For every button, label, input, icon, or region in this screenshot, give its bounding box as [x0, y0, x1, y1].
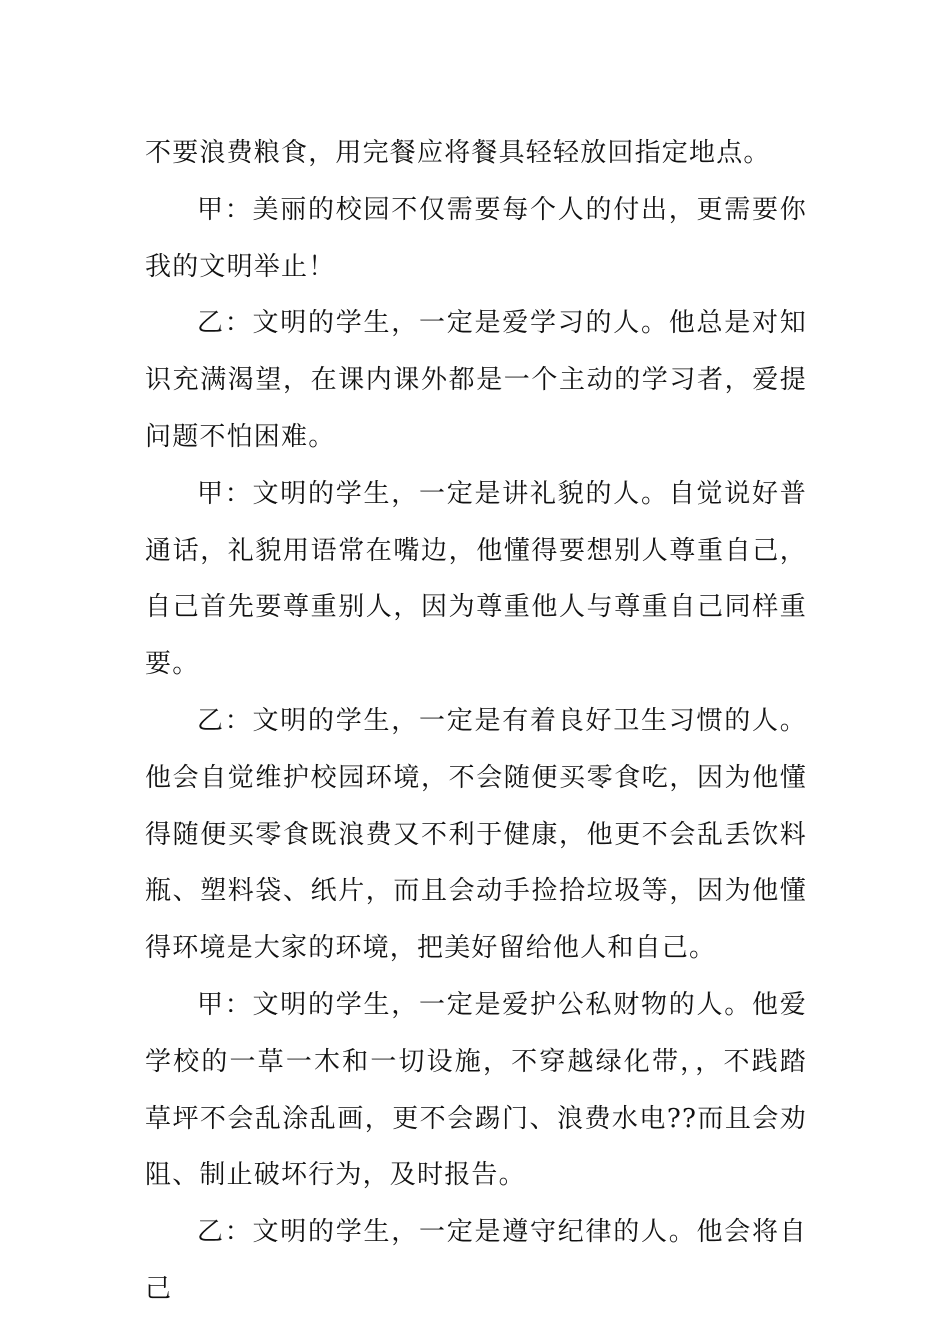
paragraph-3: 乙：文明的学生，一定是爱学习的人。他总是对知识充满渴望，在课内课外都是一个主动的学习者，爱提问题不怕困难。	[145, 308, 807, 452]
paragraph-4: 甲：文明的学生，一定是讲礼貌的人。自觉说好普通话，礼貌用语常在嘴边，他懂得要想别人尊重自己，自己首先要尊重别人，因为尊重他人与尊重自己同样重要。	[145, 478, 807, 680]
paragraph-5: 乙：文明的学生，一定是有着良好卫生习惯的人。他会自觉维护校园环境，不会随便买零食吃，因为他懂得随便买零食既浪费又不利于健康，他更不会乱丢饮料瓶、塑料袋、纸片，而且会动手捡拾垃圾等，因为他懂得环境是大家的环境，把美好留给他人和自己。	[145, 705, 807, 964]
paragraph-7: 乙：文明的学生，一定是遵守纪律的人。他会将自己	[145, 1217, 807, 1304]
paragraph-6: 甲：文明的学生，一定是爱护公私财物的人。他爱学校的一草一木和一切设施，不穿越绿化带，，不践踏草坪不会乱涂乱画，更不会踢门、浪费水电??而且会劝阻、制止破坏行为，及时报告。	[145, 989, 807, 1191]
paragraph-1: 不要浪费粮食，用完餐应将餐具轻轻放回指定地点。	[145, 138, 771, 168]
document-body	[145, 125, 807, 1318]
paragraph-2: 甲：美丽的校园不仅需要每个人的付出，更需要你我的文明举止！	[145, 194, 807, 282]
